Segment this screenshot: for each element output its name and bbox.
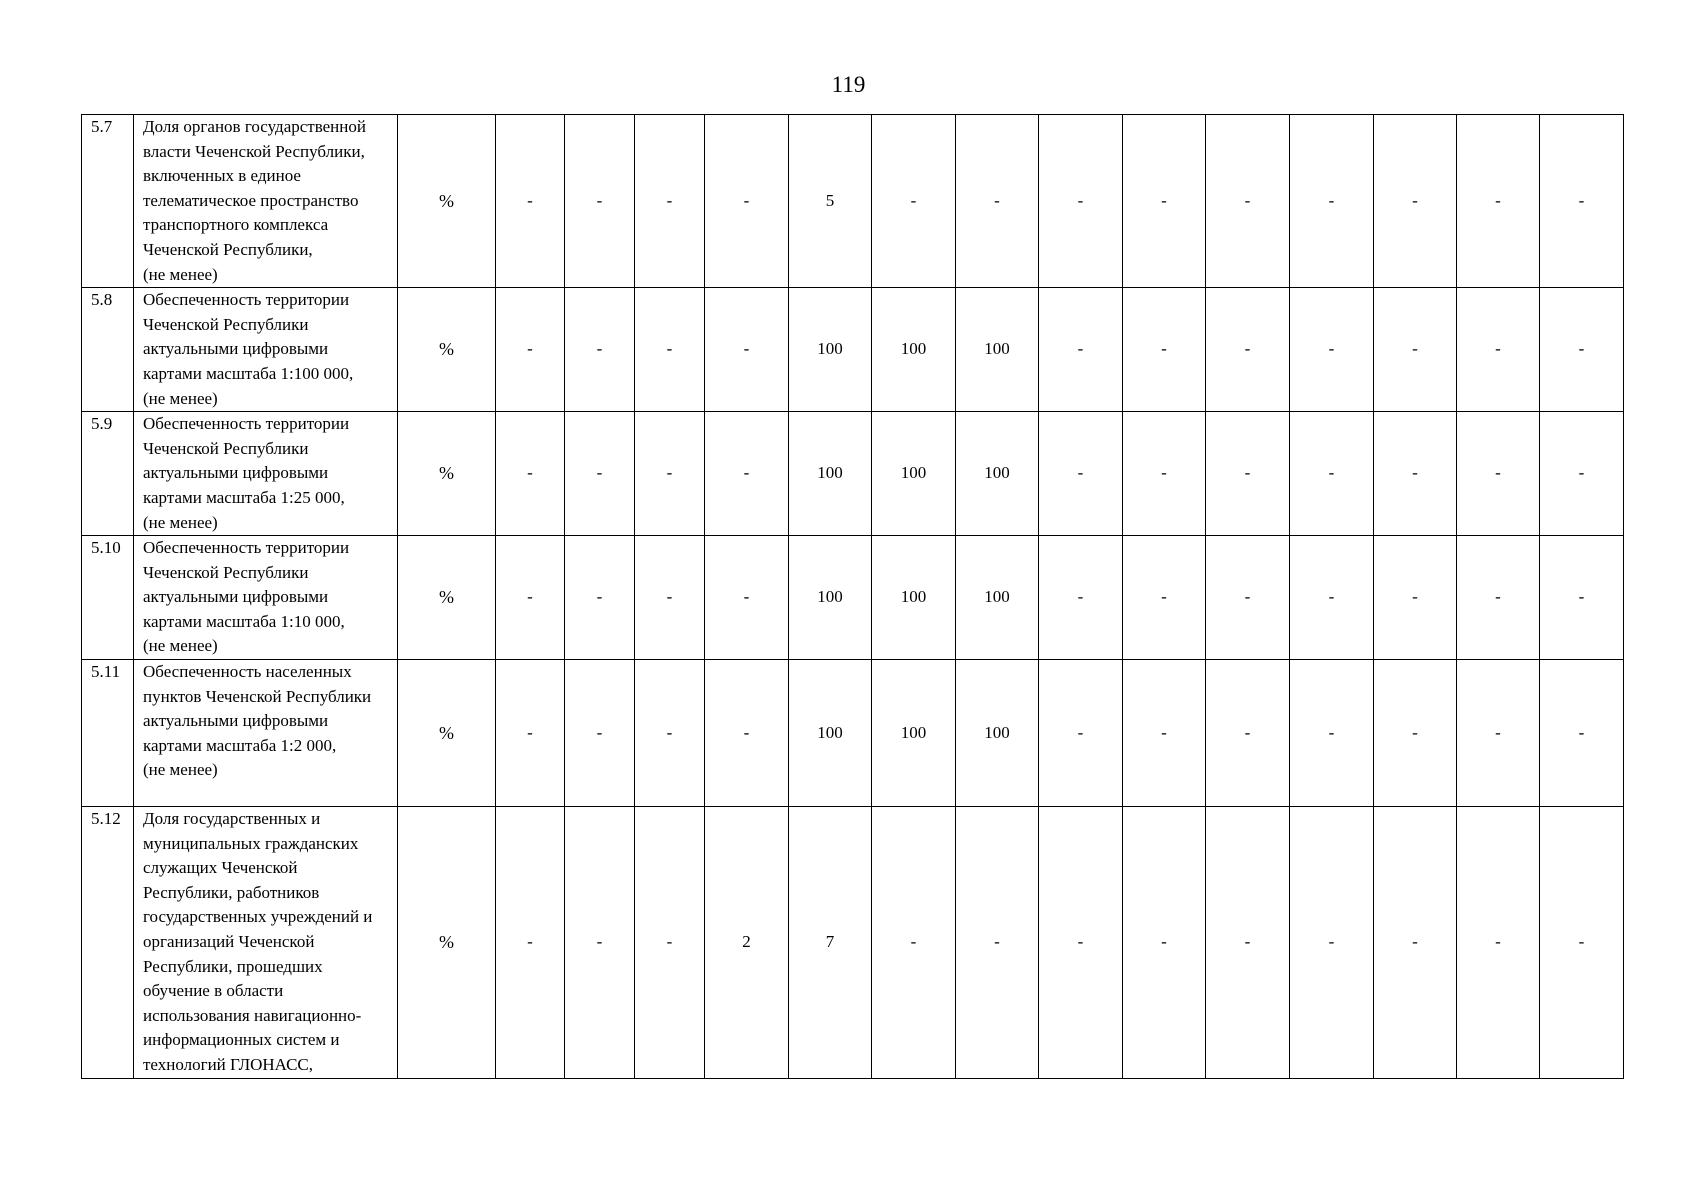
value-cell: - [1123,412,1206,536]
value-cell: 100 [872,288,956,412]
value-cell: 100 [872,412,956,536]
indicator-name: Обеспеченность населенных пунктов Чеченской Республики актуальными цифровыми картами масштаба 1:2 000, (не менее) [134,660,398,807]
value-cell: - [1039,412,1123,536]
value-cell: - [565,115,635,288]
value-cell: - [1123,807,1206,1079]
value-cell: - [1540,807,1624,1079]
value-cell: - [705,412,789,536]
value-cell: - [635,660,705,807]
row-number: 5.9 [82,412,134,536]
value-cell: - [1290,115,1374,288]
value-cell: - [1374,807,1457,1079]
value-cell: 100 [789,412,872,536]
value-cell: - [1374,412,1457,536]
value-cell: - [872,807,956,1079]
value-cell: - [496,412,565,536]
indicator-name: Доля государственных и муниципальных гражданских служащих Чеченской Республики, работников государственных учреждений и организаций Чеченской Республики, прошедших обучение в области использования навигационно-информационных систем и технологий ГЛОНАСС, [134,807,398,1079]
value-cell: - [565,807,635,1079]
unit-cell: % [398,288,496,412]
value-cell: - [1374,536,1457,660]
value-cell: - [1206,536,1290,660]
value-cell: - [1123,536,1206,660]
indicators-table [81,114,1624,1079]
value-cell: - [496,115,565,288]
value-cell: - [705,288,789,412]
value-cell: - [1457,115,1540,288]
unit-cell: % [398,412,496,536]
table-row [82,660,1624,807]
row-number: 5.11 [82,660,134,807]
value-cell: - [1039,288,1123,412]
value-cell: - [1039,807,1123,1079]
value-cell: - [956,115,1039,288]
table-row [82,807,1624,1079]
unit-cell: % [398,807,496,1079]
value-cell: - [635,412,705,536]
indicator-name: Обеспеченность территории Чеченской Республики актуальными цифровыми картами масштаба 1:25 000, (не менее) [134,412,398,536]
value-cell: - [1540,412,1624,536]
value-cell: - [872,115,956,288]
value-cell: - [496,536,565,660]
value-cell: 100 [872,660,956,807]
value-cell: - [1540,660,1624,807]
value-cell: - [1457,536,1540,660]
value-cell: 100 [789,536,872,660]
unit-cell: % [398,660,496,807]
row-number: 5.12 [82,807,134,1079]
value-cell: - [1206,115,1290,288]
value-cell: - [705,115,789,288]
value-cell: 100 [956,660,1039,807]
value-cell: - [1290,807,1374,1079]
value-cell: - [1457,660,1540,807]
value-cell: - [1039,660,1123,807]
value-cell: - [565,412,635,536]
value-cell: - [1290,412,1374,536]
value-cell: - [1540,288,1624,412]
value-cell: - [1290,660,1374,807]
value-cell: 100 [872,536,956,660]
indicator-name: Обеспеченность территории Чеченской Республики актуальными цифровыми картами масштаба 1:100 000, (не менее) [134,288,398,412]
value-cell: - [496,660,565,807]
table-row [82,115,1624,288]
value-cell: - [635,288,705,412]
indicator-name: Обеспеченность территории Чеченской Республики актуальными цифровыми картами масштаба 1:10 000, (не менее) [134,536,398,660]
value-cell: 7 [789,807,872,1079]
value-cell: - [1123,288,1206,412]
value-cell: - [565,536,635,660]
value-cell: - [496,288,565,412]
value-cell: - [956,807,1039,1079]
table-row [82,536,1624,660]
value-cell: - [635,536,705,660]
value-cell: - [705,536,789,660]
value-cell: 100 [956,288,1039,412]
value-cell: - [1457,288,1540,412]
value-cell: - [1374,660,1457,807]
value-cell: - [1290,536,1374,660]
value-cell: - [635,807,705,1079]
value-cell: - [565,288,635,412]
unit-cell: % [398,115,496,288]
row-number: 5.10 [82,536,134,660]
table-row [82,288,1624,412]
value-cell: - [1206,660,1290,807]
value-cell: - [1039,115,1123,288]
value-cell: 100 [789,660,872,807]
value-cell: 100 [956,536,1039,660]
value-cell: - [1290,288,1374,412]
row-number: 5.8 [82,288,134,412]
value-cell: - [705,660,789,807]
value-cell: - [1039,536,1123,660]
indicator-name: Доля органов государственной власти Чеченской Республики, включенных в единое телематическое пространство транспортного комплекса Чеченской Республики, (не менее) [134,115,398,288]
value-cell: - [1206,807,1290,1079]
value-cell: 5 [789,115,872,288]
value-cell: 2 [705,807,789,1079]
row-number: 5.7 [82,115,134,288]
value-cell: - [1540,536,1624,660]
value-cell: 100 [956,412,1039,536]
value-cell: - [635,115,705,288]
table-row [82,412,1624,536]
value-cell: - [1123,115,1206,288]
page-number: 119 [831,72,866,97]
value-cell: 100 [789,288,872,412]
value-cell: - [1457,412,1540,536]
value-cell: - [1374,288,1457,412]
value-cell: - [1540,115,1624,288]
value-cell: - [1457,807,1540,1079]
unit-cell: % [398,536,496,660]
value-cell: - [1206,412,1290,536]
value-cell: - [496,807,565,1079]
value-cell: - [1374,115,1457,288]
value-cell: - [1123,660,1206,807]
value-cell: - [565,660,635,807]
value-cell: - [1206,288,1290,412]
